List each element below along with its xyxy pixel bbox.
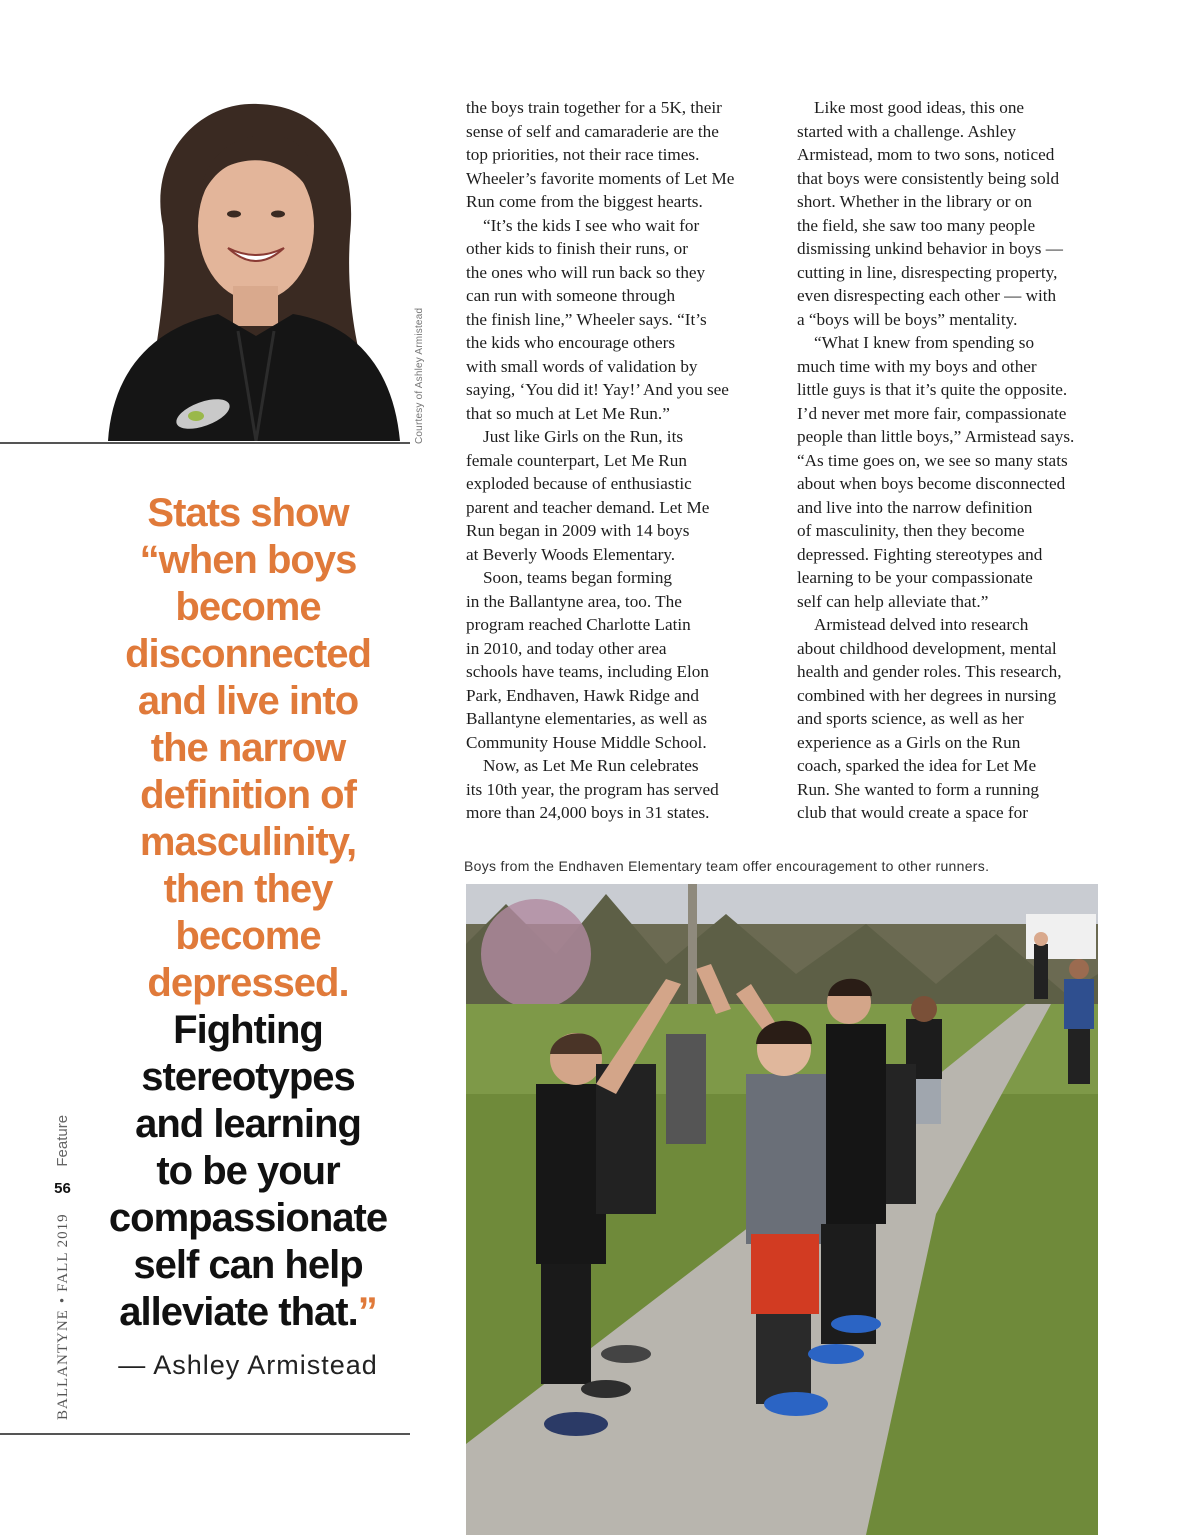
body-text-line: Ballantyne elementaries, as well as bbox=[466, 709, 708, 728]
pull-quote-line: Fighting bbox=[173, 1008, 323, 1052]
body-text-line: even disrespecting each other — with bbox=[797, 286, 1057, 305]
top-divider bbox=[0, 442, 410, 444]
close-quote-mark: ” bbox=[357, 1290, 377, 1334]
pull-quote-line: compassionate bbox=[108, 1196, 388, 1240]
pull-quote-line: become bbox=[175, 585, 321, 629]
body-column-2 bbox=[797, 96, 1089, 825]
body-text-line: its 10th year, the program has served bbox=[466, 779, 719, 799]
publication-name: BALLANTYNE bbox=[55, 1309, 71, 1420]
body-text-line: Wheeler’s favorite moments of Let Me bbox=[466, 168, 735, 188]
body-text-line: and live into the narrow definition bbox=[797, 497, 1033, 517]
body-text-line: program reached Charlotte Latin bbox=[466, 615, 691, 634]
body-text-line: cutting in line, disrespecting property, bbox=[797, 262, 1058, 282]
bottom-divider bbox=[0, 1433, 410, 1435]
issue-date: FALL 2019 bbox=[55, 1213, 71, 1292]
body-text-line: Park, Endhaven, Hawk Ridge and bbox=[466, 685, 699, 705]
body-text-line: coach, sparked the idea for Let Me bbox=[797, 756, 1037, 775]
portrait-photo bbox=[88, 96, 408, 441]
body-text-line: about when boys become disconnected bbox=[797, 474, 1066, 493]
body-text-line: club that would create a space for bbox=[797, 803, 1028, 822]
body-text-line: at Beverly Woods Elementary. bbox=[466, 544, 676, 564]
pull-quote-line: disconnected bbox=[125, 632, 371, 676]
body-text-line: learning to be your compassionate bbox=[797, 568, 1033, 587]
body-text-line: Run. She wanted to form a running bbox=[797, 779, 1040, 799]
body-text-line: female counterpart, Let Me Run bbox=[466, 450, 687, 470]
body-text-line: schools have teams, including Elon bbox=[466, 662, 709, 681]
body-text-line: dismissing unkind behavior in boys — bbox=[797, 239, 1063, 258]
body-text-line: much time with my boys and other bbox=[797, 356, 1037, 376]
body-text-line: Just like Girls on the Run, its bbox=[483, 427, 684, 446]
body-text-line: can run with someone through bbox=[466, 286, 676, 305]
pull-quote-line: masculinity, bbox=[139, 820, 357, 864]
body-text-line: little guys is that it’s quite the opposite. bbox=[797, 380, 1068, 399]
folio-separator: • bbox=[55, 1297, 71, 1304]
pull-quote-line: and live into bbox=[137, 679, 359, 723]
pull-quote-line: depressed. bbox=[147, 961, 349, 1005]
pull-quote-line: self can help bbox=[133, 1243, 363, 1287]
pull-quote-line: Stats show bbox=[147, 491, 349, 535]
body-text-line: with small words of validation by bbox=[466, 356, 698, 376]
pull-quote-highlight bbox=[92, 490, 404, 1007]
body-text-line: combined with her degrees in nursing bbox=[797, 685, 1057, 705]
body-text-line: “What I knew from spending so bbox=[814, 333, 1035, 352]
photo-caption: Boys from the Endhaven Elementary team offer encouragement to other runners. bbox=[464, 858, 990, 874]
body-text-line: the boys train together for a 5K, their bbox=[466, 98, 722, 117]
body-text-line: that boys were consistently being sold bbox=[797, 168, 1060, 188]
body-text-line: experience as a Girls on the Run bbox=[797, 732, 1021, 752]
team-photo bbox=[466, 884, 1098, 1535]
pull-quote-line bbox=[92, 1289, 404, 1336]
body-text-line: short. Whether in the library or on bbox=[797, 192, 1032, 211]
body-text-line: a “boys will be boys” mentality. bbox=[797, 309, 1018, 329]
body-text-line: Armistead delved into research bbox=[814, 615, 1029, 634]
body-text-line: “It’s the kids I see who wait for bbox=[483, 215, 700, 235]
photo-credit: Courtesy of Ashley Armistead bbox=[414, 307, 425, 444]
body-text-line: other kids to finish their runs, or bbox=[466, 239, 688, 258]
body-text-line: exploded because of enthusiastic bbox=[466, 474, 692, 493]
quote-attribution: — Ashley Armistead bbox=[118, 1350, 378, 1380]
body-text-line: depressed. Fighting stereotypes and bbox=[797, 544, 1043, 564]
body-text-line: Run come from the biggest hearts. bbox=[466, 192, 703, 211]
body-text-line: the ones who will run back so they bbox=[466, 262, 706, 282]
pull-quote-body bbox=[92, 1007, 404, 1336]
pull-quote-line: become bbox=[175, 914, 321, 958]
body-text-line: Community House Middle School. bbox=[466, 732, 707, 752]
body-text-line: the kids who encourage others bbox=[466, 333, 676, 352]
body-text-line: “As time goes on, we see so many stats bbox=[797, 450, 1068, 470]
body-text-line: parent and teacher demand. Let Me bbox=[466, 497, 710, 517]
pull-quote-line: and learning bbox=[135, 1102, 361, 1146]
page-number: 56 bbox=[54, 1180, 71, 1198]
pull-quote-line: definition of bbox=[140, 773, 356, 817]
body-text-line: about childhood development, mental bbox=[797, 638, 1057, 658]
body-text-line: health and gender roles. This research, bbox=[797, 662, 1062, 681]
pull-quote-line: then they bbox=[163, 867, 333, 911]
body-text-line: I’d never met more fair, compassionate bbox=[797, 403, 1067, 423]
pull-quote-line: “when boys bbox=[139, 538, 357, 582]
body-text-line: the field, she saw too many people bbox=[797, 215, 1036, 235]
body-text-line: and sports science, as well as her bbox=[797, 709, 1024, 728]
body-text-line: Now, as Let Me Run celebrates bbox=[483, 756, 699, 775]
pull-quote-line: the narrow bbox=[150, 726, 346, 770]
pull-quote-line: stereotypes bbox=[141, 1055, 355, 1099]
body-text-line: self can help alleviate that.” bbox=[797, 591, 989, 611]
body-text-line: started with a challenge. Ashley bbox=[797, 121, 1017, 141]
body-text-line: that so much at Let Me Run.” bbox=[466, 403, 670, 423]
body-text-line: Armistead, mom to two sons, noticed bbox=[797, 145, 1055, 164]
body-text-line: of masculinity, then they become bbox=[797, 521, 1025, 540]
body-text-line: saying, ‘You did it! Yay!’ And you see bbox=[466, 380, 729, 399]
pull-quote-line: alleviate that. bbox=[119, 1290, 358, 1334]
pull-quote bbox=[92, 490, 404, 1336]
body-text-line: Run began in 2009 with 14 boys bbox=[466, 521, 690, 540]
section-label: Feature bbox=[54, 1114, 71, 1167]
pull-quote-line: to be your bbox=[156, 1149, 340, 1193]
body-text-line: top priorities, not their race times. bbox=[466, 145, 700, 164]
body-text-line: people than little boys,” Armistead says. bbox=[797, 427, 1075, 446]
body-text-line: more than 24,000 boys in 31 states. bbox=[466, 803, 710, 822]
body-column-1 bbox=[466, 96, 758, 825]
page-folio bbox=[54, 1115, 72, 1420]
body-text-line: Soon, teams began forming bbox=[483, 568, 673, 587]
body-text-line: the finish line,” Wheeler says. “It’s bbox=[466, 309, 707, 329]
body-text-line: in 2010, and today other area bbox=[466, 638, 667, 658]
body-text-line: in the Ballantyne area, too. The bbox=[466, 591, 682, 611]
body-text-line: Like most good ideas, this one bbox=[814, 98, 1025, 117]
body-text-line: sense of self and camaraderie are the bbox=[466, 121, 719, 141]
